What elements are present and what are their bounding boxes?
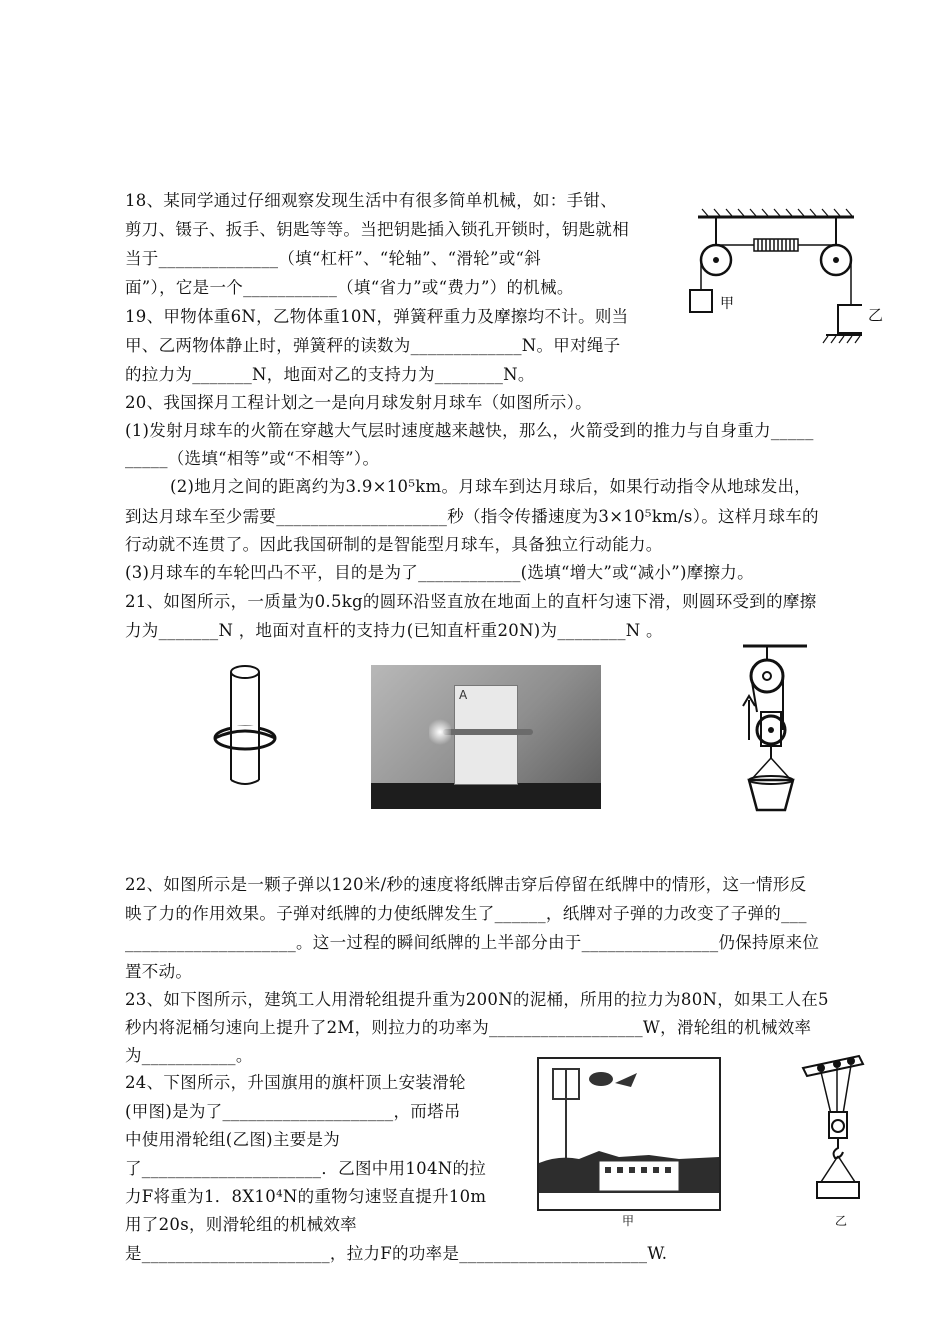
q24-line-3: 中使用滑轮组(乙图)主要是为 bbox=[125, 1130, 341, 1149]
label-jia: 甲 bbox=[720, 296, 734, 312]
q18-line-1: 18、某同学通过仔细观察发现生活中有很多简单机械，如：手钳、 bbox=[125, 191, 617, 210]
q22-line-1: 22、如图所示是一颗子弹以120米/秒的速度将纸牌击穿后停留在纸牌中的情形，这一情形反 bbox=[125, 875, 807, 894]
label-yi: 乙 bbox=[868, 306, 884, 324]
q18-line-3: 当于______________（填“杠杆”、“轮轴”、“滑轮”或“斜 bbox=[125, 249, 542, 268]
q20-line-3: _____（选填“相等”或“不相等”）。 bbox=[125, 449, 380, 468]
q19-line-3: 的拉力为_______N，地面对乙的支持力为________N。 bbox=[125, 365, 535, 384]
q19-line-2: 甲、乙两物体静止时，弹簧秤的读数为_____________N。甲对绳子 bbox=[125, 336, 621, 355]
ring-on-rod-figure bbox=[208, 662, 282, 790]
q24-line-5: 力F将重为1．8X10⁴N的重物匀速竖直提升10m bbox=[125, 1187, 487, 1206]
spring-scale-pulley-figure bbox=[686, 205, 862, 355]
flagpole-scene-icon bbox=[539, 1059, 719, 1209]
flagpole-photo bbox=[537, 1057, 721, 1211]
debris-icon bbox=[429, 717, 451, 747]
q22-line-3: ____________________。这一过程的瞬间纸牌的上半部分由于________________仍保持原来位 bbox=[125, 933, 820, 952]
q18-line-4: 面”），它是一个___________（填“省力”或“费力”）的机械。 bbox=[125, 278, 574, 297]
q18-line-2: 剪刀、镊子、扳手、钥匙等等。当把钥匙插入锁孔开锁时，钥匙就相 bbox=[125, 220, 629, 239]
q22-line-4: 置不动。 bbox=[125, 962, 193, 981]
q20-line-7: (3)月球车的车轮凹凸不平，目的是为了____________(选填“增大”或“减小”)摩擦力。 bbox=[125, 563, 754, 582]
pulley-bucket-figure bbox=[737, 640, 813, 818]
bullet-card-photo bbox=[371, 665, 601, 809]
q23-line-2: 秒内将泥桶匀速向上提升了2M，则拉力的功率为__________________W，滑轮组的机械效率 bbox=[125, 1018, 812, 1037]
q24-line-6: 用了20s，则滑轮组的机械效率 bbox=[125, 1215, 357, 1234]
crane-pulley-figure bbox=[797, 1052, 865, 1214]
q19-line-1: 19、甲物体重6N，乙物体重10N，弹簧秤重力及摩擦均不计。则当 bbox=[125, 307, 629, 326]
q24-line-7: 是______________________，拉力F的功率是______________________W. bbox=[125, 1244, 668, 1263]
q24-line-1: 24、下图所示，升国旗用的旗杆顶上安装滑轮 bbox=[125, 1073, 466, 1092]
q21-line-2: 力为_______N ，地面对直杆的支持力(已知直杆重20N)为________N 。 bbox=[125, 621, 663, 640]
playing-card bbox=[454, 685, 518, 785]
fig24-label-yi: 乙 bbox=[835, 1214, 848, 1228]
bullet bbox=[443, 729, 533, 735]
q21-line-1: 21、如图所示，一质量为0.5kg的圆环沿竖直放在地面上的直杆匀速下滑，则圆环受到的摩擦 bbox=[125, 592, 817, 611]
q20-line-1: 20、我国探月工程计划之一是向月球发射月球车（如图所示）。 bbox=[125, 393, 592, 412]
q23-line-3: 为___________。 bbox=[125, 1046, 253, 1065]
q24-line-2: (甲图)是为了____________________，而塔吊 bbox=[125, 1102, 461, 1121]
fig24-label-jia: 甲 bbox=[622, 1214, 635, 1228]
q24-line-4: 了_____________________．乙图中用104N的拉 bbox=[125, 1159, 487, 1178]
q20-line-6: 行动就不连贯了。因此我国研制的是智能型月球车，具备独立行动能力。 bbox=[125, 535, 663, 554]
q20-line-5: 到达月球车至少需要____________________秒（指令传播速度为3×10⁵km/s）。这样月球车的 bbox=[125, 507, 819, 526]
q23-line-1: 23、如下图所示，建筑工人用滑轮组提升重为200N的泥桶，所用的拉力为80N，如果工人在5 bbox=[125, 990, 829, 1009]
q20-line-2: (1)发射月球车的火箭在穿越大气层时速度越来越快，那么，火箭受到的推力与自身重力_____ bbox=[125, 421, 814, 440]
q22-line-2: 映了力的作用效果。子弹对纸牌的力使纸牌发生了______，纸牌对子弹的力改变了子弹的___ bbox=[125, 904, 807, 923]
card-letter: A bbox=[459, 688, 468, 702]
q20-line-4: (2)地月之间的距离约为3.9×10⁵km。月球车到达月球后，如果行动指令从地球发出， bbox=[170, 477, 812, 496]
